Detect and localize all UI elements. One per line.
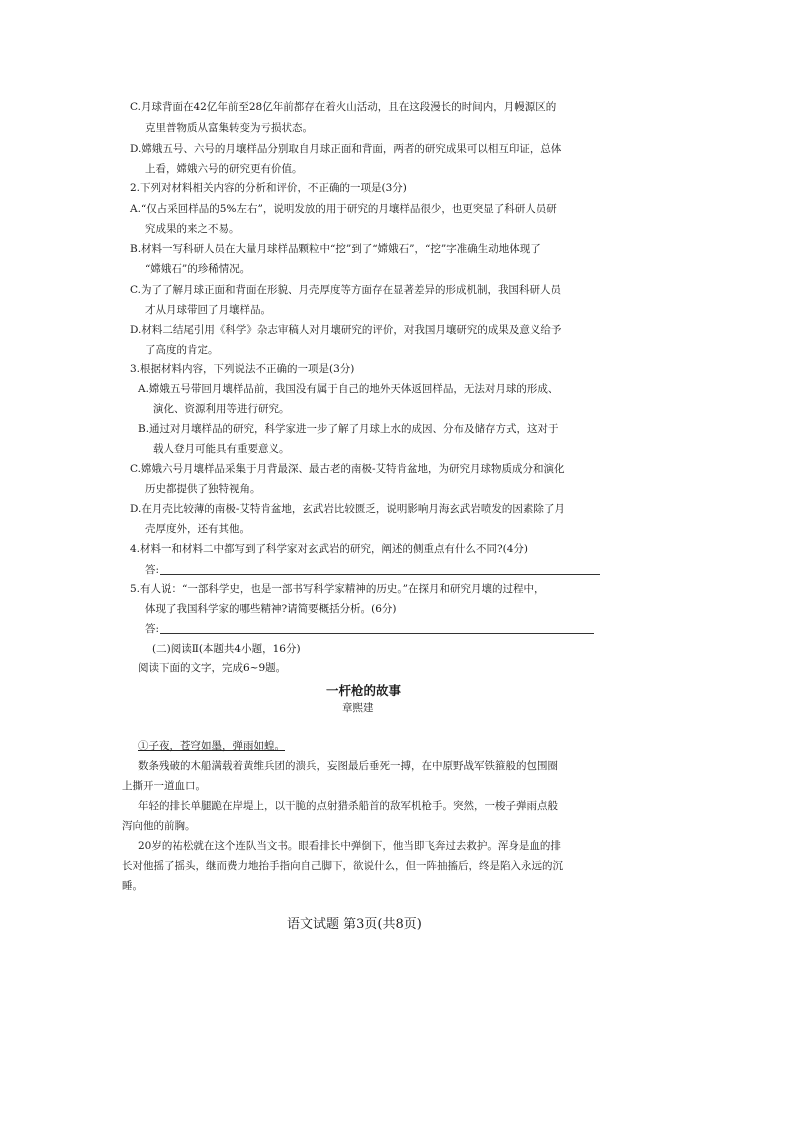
q5-stem-line2: 体现了我国科学家的哪些精神?请简要概括分析。(6分) — [145, 603, 397, 615]
q3-option-d-line1: D.在月壳比较薄的南极-艾特肯盆地，玄武岩比较匮乏，说明影响月海玄武岩喷发的因素除了月 — [130, 503, 565, 515]
q3-option-c-line2: 历史都提供了独特视角。 — [145, 483, 261, 495]
q2-option-c-line2: 才从月球带回了月壤样品。 — [145, 304, 271, 316]
section-2-instruction: 阅读下面的文字，完成6~9题。 — [138, 662, 287, 674]
q3-stem: 3.根据材料内容，下列说法不正确的一项是(3分) — [130, 363, 355, 375]
q2-option-d-line1: D.材料二结尾引用《科学》杂志审稿人对月壤研究的评价，对我国月壤研究的成果及意义给予 — [130, 324, 562, 336]
story-title: 一杆枪的故事 — [326, 683, 402, 698]
q4-answer-label: 答: — [145, 564, 160, 576]
q5-answer-label: 答: — [145, 623, 160, 635]
q2-stem: 2.下列对材料相关内容的分析和评价，不正确的一项是(3分) — [130, 182, 407, 194]
q1-option-d-line2: 上看，嫦娥六号的研究更有价值。 — [145, 163, 303, 175]
q3-option-d-line2: 壳厚度外，还有其他。 — [145, 523, 250, 535]
q2-option-b-line2: “嫦娥石”的珍稀情况。 — [145, 263, 251, 275]
story-paragraph-2-line2: 上撕开一道血口。 — [122, 780, 206, 792]
q3-option-b-line1: B.通过对月壤样品的研究，科学家进一步了解了月球上水的成因、分布及储存方式，这对于 — [138, 423, 559, 435]
q3-option-a-line2: 演化、资源利用等进行研究。 — [153, 403, 290, 415]
q4-answer-line[interactable] — [160, 574, 600, 575]
q5-answer-line[interactable] — [160, 633, 594, 634]
q1-option-d-line1: D.嫦娥五号、六号的月壤样品分别取自月球正面和背面，两者的研究成果可以相互印证，总体 — [130, 143, 562, 155]
story-paragraph-4-line3: 睡。 — [122, 880, 143, 892]
story-paragraph-4-line2: 长对他摇了摇头，继而费力地抬手指向自己脚下，欲说什么，但一阵抽搐后，终是陷入永远的沉 — [122, 860, 563, 872]
story-paragraph-3-line2: 泻向他的前胸。 — [122, 820, 196, 832]
q3-option-a-line1: A.嫦娥五号带回月壤样品前，我国没有属于自己的地外天体返回样品，无法对月球的形成、 — [138, 383, 559, 395]
story-paragraph-2-line1: 数条残破的木船满载着黄维兵团的溃兵，妄图最后垂死一搏，在中原野战军铁箍般的包围圈 — [138, 760, 558, 772]
story-paragraph-3-line1: 年轻的排长单腿跪在岸堤上，以干脆的点射猎杀船首的敌军机枪手。突然，一梭子弹雨点般 — [138, 800, 558, 812]
section-2-header: (二)阅读Ⅱ(本题共4小题，16分) — [152, 643, 301, 655]
story-paragraph-4-line1: 20岁的祐松就在这个连队当文书。眼看排长中弹倒下，他当即飞奔过去救护。浑身是血的排 — [138, 840, 561, 852]
q3-option-b-line2: 载人登月可能具有重要意义。 — [153, 443, 290, 455]
q2-option-b-line1: B.材料一写科研人员在大量月球样品颗粒中“挖”到了“嫦娥石”，“挖”字准确生动地体现了 — [130, 243, 541, 255]
story-paragraph-1 — [138, 739, 285, 753]
q2-option-a-line2: 究成果的来之不易。 — [145, 223, 240, 235]
q1-option-c-line1: C.月球背面在42亿年前至28亿年前都存在着火山活动，且在这段漫长的时间内，月幔源区的 — [130, 101, 557, 113]
q1-option-c-line2: 克里普物质从富集转变为亏损状态。 — [145, 122, 313, 134]
q3-option-c-line1: C.嫦娥六号月壤样品采集于月背最深、最古老的南极-艾特肯盆地，为研究月球物质成分和演化 — [130, 463, 565, 475]
story-paragraph-1-text: ①子夜，苍穹如墨，弹雨如蝗。 — [138, 740, 285, 752]
q2-option-a-line1: A.“仅占采回样品的5%左右”，说明发放的用于研究的月壤样品很少，也更突显了科研人员研 — [130, 203, 557, 215]
q2-option-d-line2: 了高度的肯定。 — [145, 344, 219, 356]
q4-stem: 4.材料一和材料二中都写到了科学家对玄武岩的研究，阐述的侧重点有什么不同?(4分) — [130, 543, 529, 555]
story-author: 章熙建 — [342, 702, 374, 714]
q2-option-c-line1: C.为了了解月球正面和背面在形貌、月壳厚度等方面存在显著差异的形成机制，我国科研人员 — [130, 284, 561, 296]
q5-stem-line1: 5.有人说：“一部科学史，也是一部书写科学家精神的历史。”在探月和研究月壤的过程中， — [130, 583, 545, 595]
page-footer: 语文试题 第3页(共8页) — [287, 917, 422, 932]
